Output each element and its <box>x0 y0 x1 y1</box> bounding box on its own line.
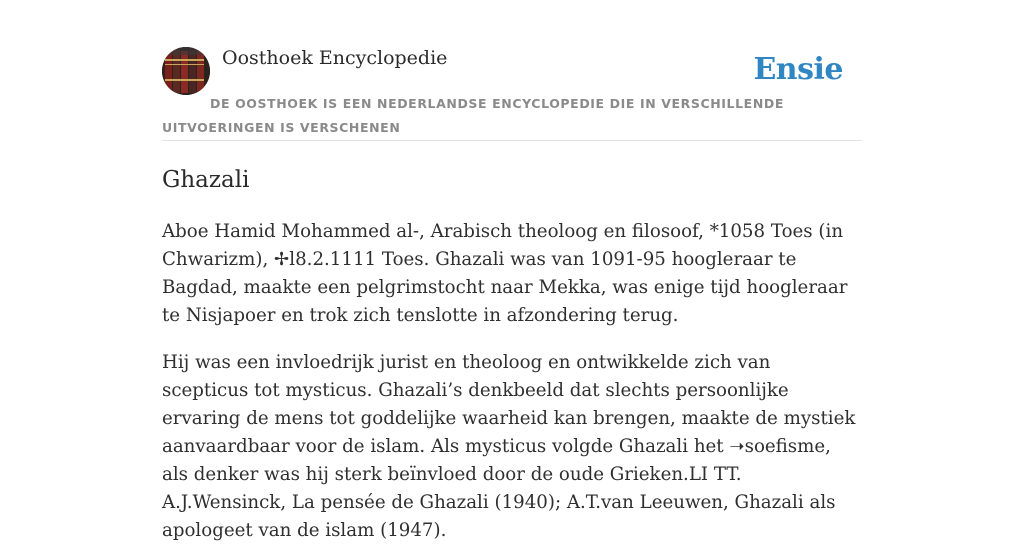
brand-logo[interactable]: Ensie <box>753 52 843 87</box>
site-header <box>162 46 862 141</box>
article-paragraph: Hij was een invloedrijk jurist en theoloog en ontwikkelde zich van scepticus tot mysticus. Ghazali’s denkbeeld dat slechts persoonlijke ervaring de mens tot goddelijke waarheid kan brengen, maakte de mystiek aanvaardbaar voor de islam. Als mysticus volgde Ghazali het ➝soefisme, als denker was hij sterk beïnvloed door de oude Grieken.LI TT. A.J.Wensinck, La pensée de Ghazali (1940); A.T.van Leeuwen, Ghazali als apologeet van de islam (1947). <box>162 352 856 541</box>
article-title: Ghazali <box>162 167 250 193</box>
site-tagline: DE OOSTHOEK IS EEN NEDERLANDSE ENCYCLOPEDIE DIE IN VERSCHILLENDE UITVOERINGEN IS VERSCHENEN <box>162 96 784 135</box>
site-name-link[interactable]: Oosthoek Encyclopedie <box>222 47 448 69</box>
article <box>162 160 862 545</box>
article-paragraph: Aboe Hamid Mohammed al-, Arabisch theoloog en filosoof, *1058 Toes (in Chwarizm), ✢l8.2.1111 Toes. Ghazali was van 1091-95 hoogleraar te Bagdad, maakte een pelgrimstocht naar Mekka, was enige tijd hoogleraar te Nisjapoer en trok zich tenslotte in afzondering terug. <box>162 221 848 326</box>
book-spines-icon[interactable] <box>162 47 210 95</box>
